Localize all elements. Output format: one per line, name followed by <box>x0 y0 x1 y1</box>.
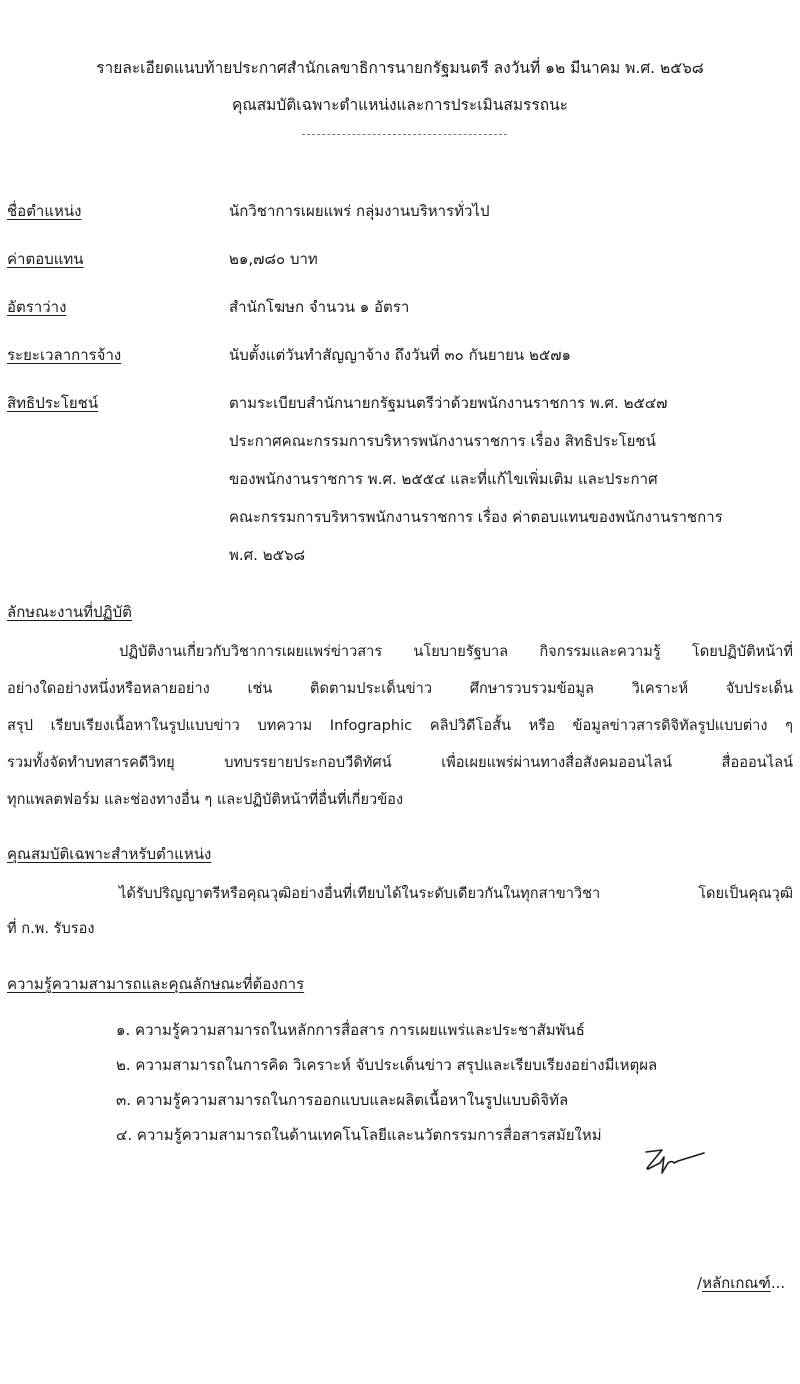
field-value-benefits-line: ประกาศคณะกรรมการบริหารพนักงานราชการ เรื่อง สิทธิประโยชน์ <box>229 432 656 450</box>
section-heading-duties: ลักษณะงานที่ปฏิบัติ <box>7 603 132 621</box>
competency-item: ๓. ความรู้ความสามารถในการออกแบบและผลิตเนื้อหาในรูปแบบดิจิทัล <box>116 1091 569 1109</box>
field-label-position: ชื่อตำแหน่ง <box>7 202 82 220</box>
document-title-line1: รายละเอียดแนบท้ายประกาศสำนักเลขาธิการนายกรัฐมนตรี ลงวันที่ ๑๒ มีนาคม พ.ศ. ๒๕๖๘ <box>96 59 704 77</box>
duties-text-line: ปฏิบัติงานเกี่ยวกับวิชาการเผยแพร่ข่าวสาร นโยบายรัฐบาล กิจกรรมและความรู้ โดยปฏิบัติหน้าที่ <box>119 643 793 660</box>
field-label-vacancy: อัตราว่าง <box>7 298 67 316</box>
field-value-salary: ๒๑,๗๘๐ บาท <box>229 250 318 268</box>
page-continuation <box>697 1271 785 1295</box>
field-label-employment-period: ระยะเวลาการจ้าง <box>7 346 122 364</box>
field-value-benefits-line: พ.ศ. ๒๕๖๘ <box>229 546 306 564</box>
field-value-employment-period: นับตั้งแต่วันทำสัญญาจ้าง ถึงวันที่ ๓๐ กันยายน ๒๕๗๑ <box>229 346 571 364</box>
field-value-benefits-line: ตามระเบียบสำนักนายกรัฐมนตรีว่าด้วยพนักงานราชการ พ.ศ. ๒๕๔๗ <box>229 394 668 412</box>
field-value-benefits-line: คณะกรรมการบริหารพนักงานราชการ เรื่อง ค่าตอบแทนของพนักงานราชการ <box>229 508 723 526</box>
field-value-position: นักวิชาการเผยแพร่ กลุ่มงานบริหารทั่วไป <box>229 202 490 220</box>
duties-text-line: ทุกแพลตฟอร์ม และช่องทางอื่น ๆ และปฏิบัติหน้าที่อื่นที่เกี่ยวข้อง <box>7 791 404 808</box>
duties-text-line: รวมทั้งจัดทำบทสารคดีวิทยุ บทบรรยายประกอบวีดิทัศน์ เพื่อเผยแพร่ผ่านทางสื่อสังคมออนไลน์ สื่อออนไลน์ <box>7 754 793 771</box>
competency-item: ๔. ความรู้ความสามารถในด้านเทคโนโลยีและนวัตกรรมการสื่อสารสมัยใหม่ <box>116 1126 602 1144</box>
section-heading-qualifications: คุณสมบัติเฉพาะสำหรับตำแหน่ง <box>7 845 212 863</box>
section-heading-competencies: ความรู้ความสามารถและคุณลักษณะที่ต้องการ <box>7 975 305 993</box>
qualifications-text-line: ได้รับปริญญาตรีหรือคุณวุฒิอย่างอื่นที่เทียบได้ในระดับเดียวกันในทุกสาขาวิชา โดยเป็นคุณวุฒิ <box>119 885 793 902</box>
continuation-text: หลักเกณฑ์ <box>702 1274 771 1292</box>
signature-icon <box>642 1145 707 1175</box>
field-value-benefits-line: ของพนักงานราชการ พ.ศ. ๒๕๕๔ และที่แก้ไขเพิ่มเติม และประกาศ <box>229 470 658 488</box>
field-value-vacancy: สำนักโฆษก จำนวน ๑ อัตรา <box>229 298 410 316</box>
duties-text-line: อย่างใดอย่างหนึ่งหรือหลายอย่าง เช่น ติดตามประเด็นข่าว ศึกษารวบรวมข้อมูล วิเคราะห์ จับประเด็น <box>7 680 793 697</box>
continuation-suffix: ... <box>770 1274 786 1292</box>
document-title-line2: คุณสมบัติเฉพาะตำแหน่งและการประเมินสมรรถนะ <box>231 96 569 114</box>
duties-text-line: สรุป เรียบเรียงเนื้อหาในรูปแบบข่าว บทความ Infographic คลิปวิดีโอสั้น หรือ ข้อมูลข่าวสารดิจิทัลรูปแบบต่าง ๆ <box>7 717 793 734</box>
field-label-salary: ค่าตอบแทน <box>7 250 84 268</box>
field-label-benefits: สิทธิประโยชน์ <box>7 394 99 412</box>
competency-item: ๑. ความรู้ความสามารถในหลักการสื่อสาร การเผยแพร่และประชาสัมพันธ์ <box>116 1021 585 1039</box>
competency-item: ๒. ความสามารถในการคิด วิเคราะห์ จับประเด็นข่าว สรุปและเรียบเรียงอย่างมีเหตุผล <box>116 1056 658 1074</box>
title-separator <box>302 134 507 135</box>
continuation-prefix: / <box>697 1274 703 1292</box>
qualifications-text-line: ที่ ก.พ. รับรอง <box>7 920 95 937</box>
